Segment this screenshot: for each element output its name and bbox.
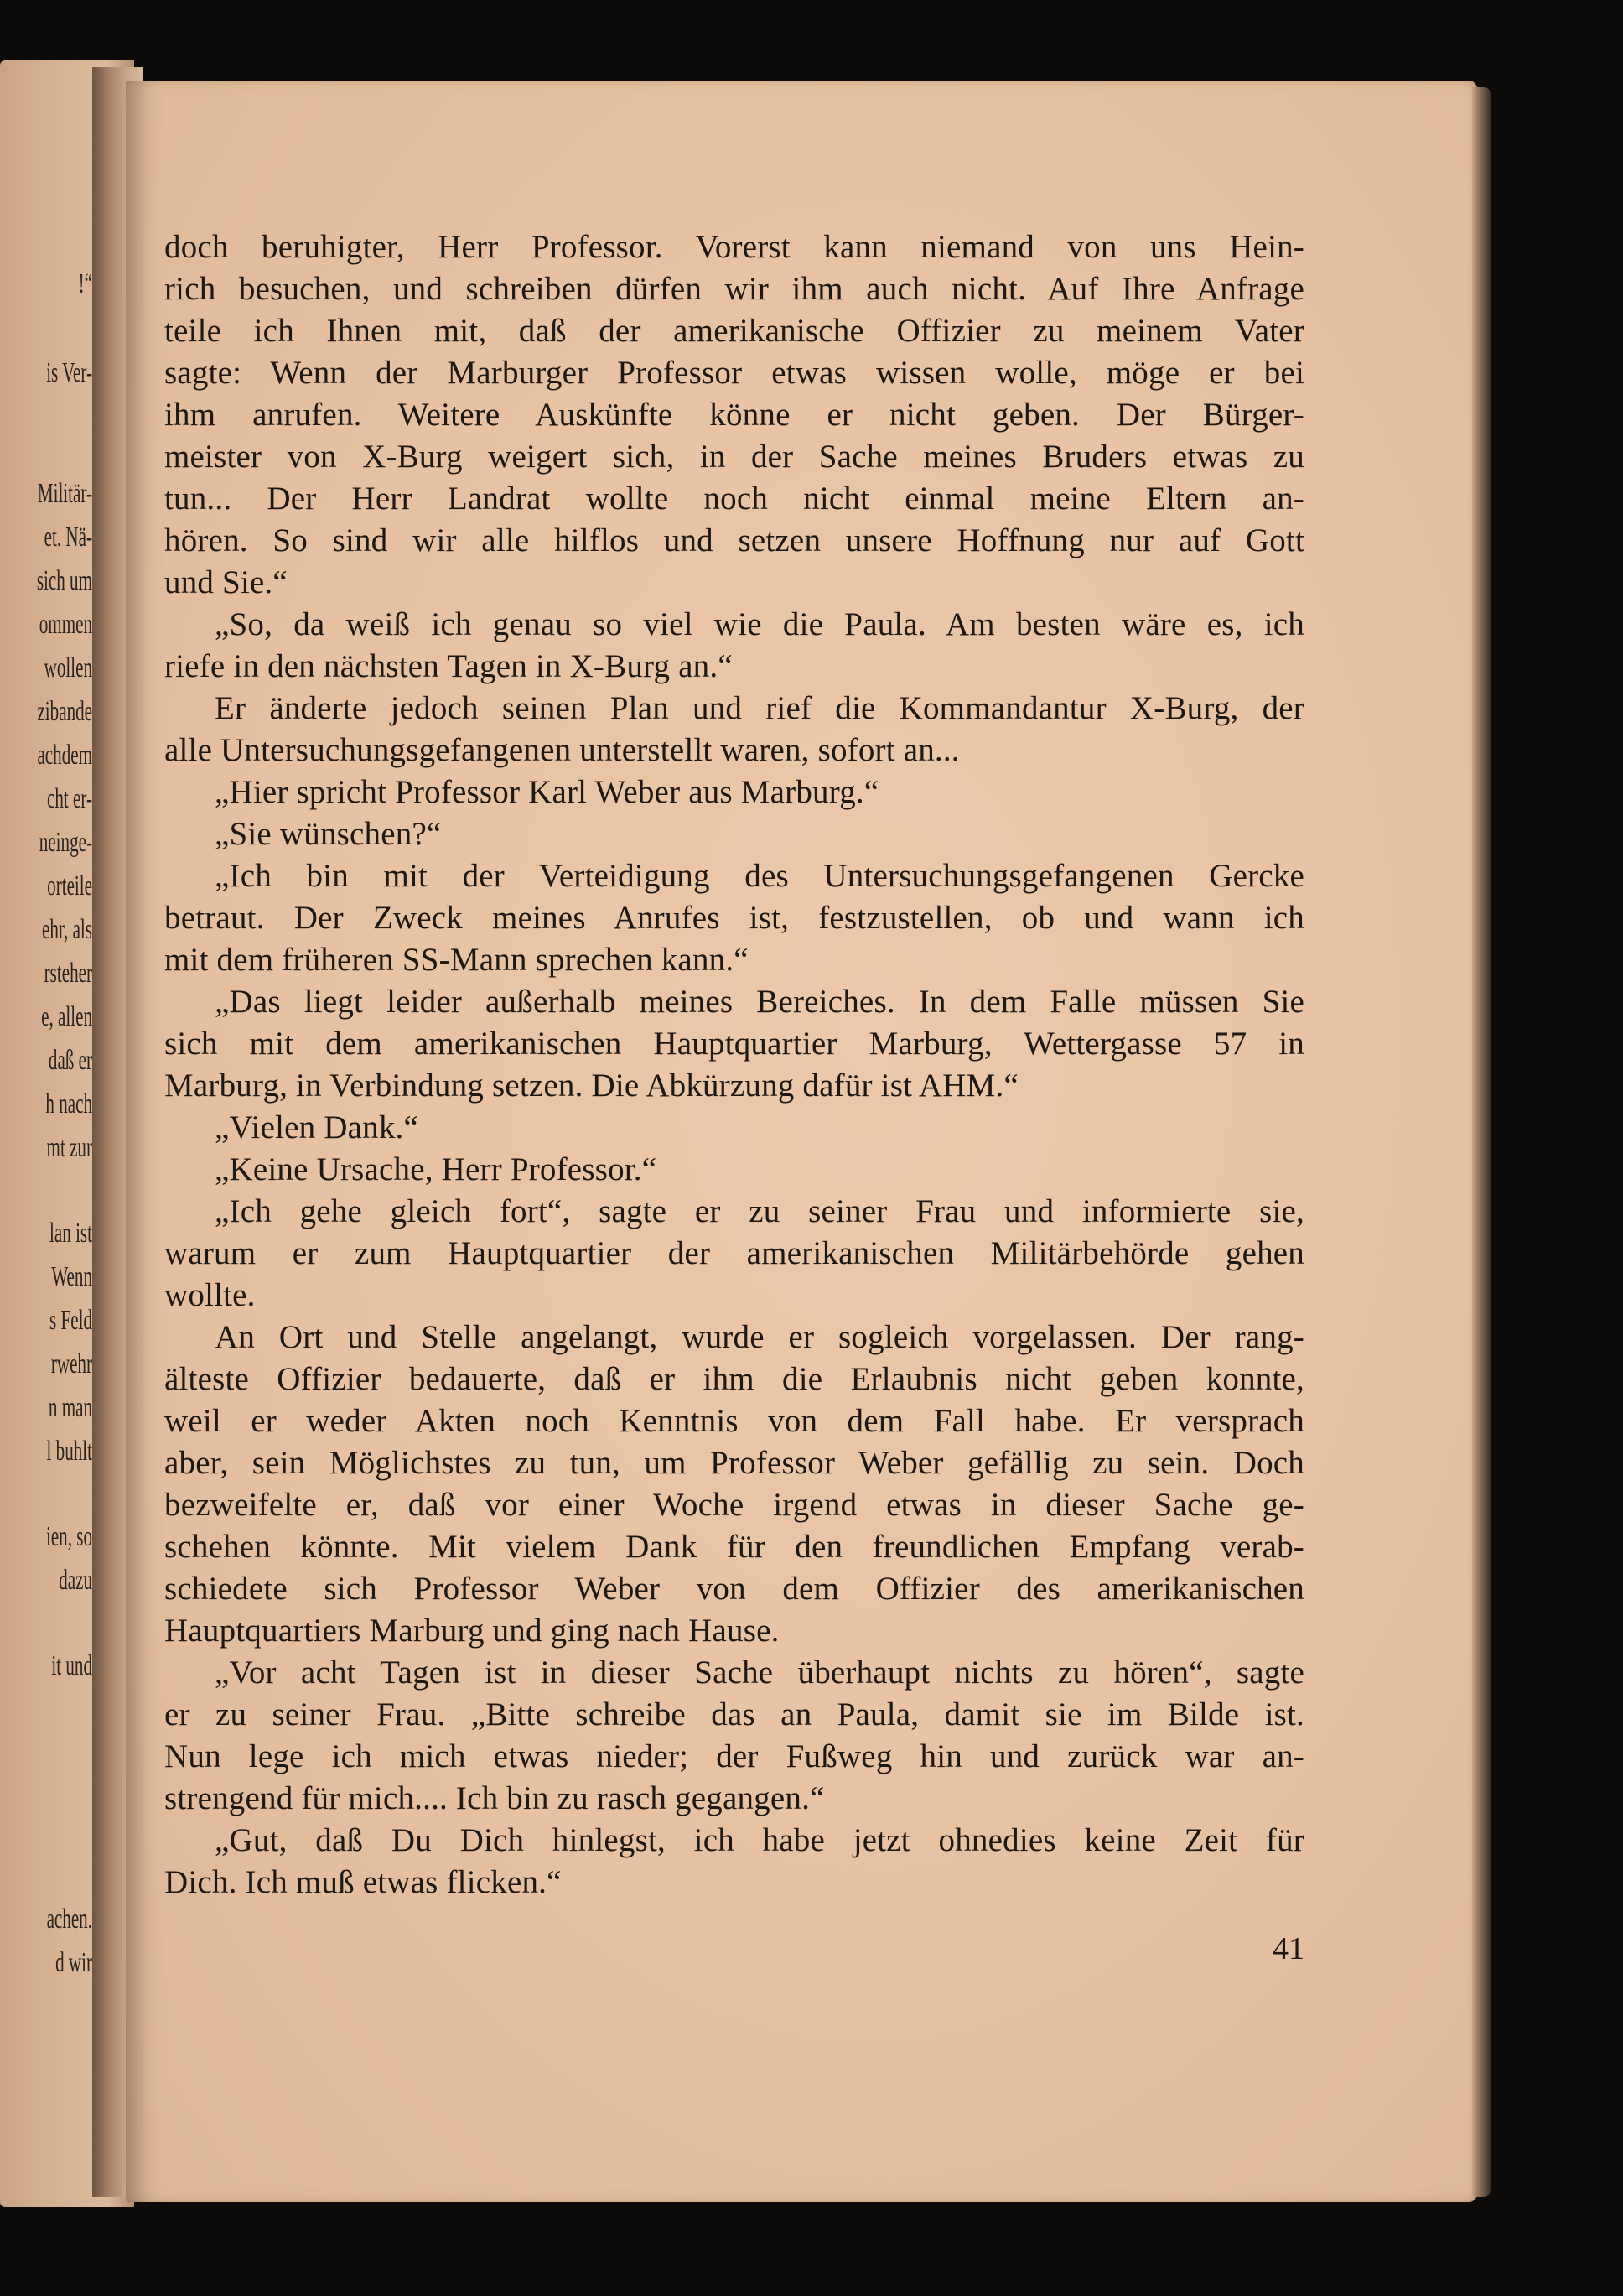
text-line: „Vielen Dank.“: [215, 1109, 419, 1145]
text-line: Dich. Ich muß etwas flicken.“: [164, 1864, 562, 1900]
text-line: älteste Offizier bedauerte, daß er ihm die Erlaubnis nicht geben konnte,: [164, 1361, 1304, 1397]
text-line: sagte: Wenn der Marburger Professor etwas wissen wolle, möge er bei: [164, 355, 1304, 391]
left-page-fragment: l buhlt: [46, 1436, 92, 1467]
left-page-fragment: d wir: [55, 1947, 92, 1978]
left-page-fragment: ommen: [39, 609, 92, 640]
left-page-fragment: daß er: [48, 1045, 92, 1076]
text-line: „Keine Ursache, Herr Professor.“: [215, 1151, 657, 1187]
text-line: „Ich bin mit der Verteidigung des Untersuchungsgefangenen Gercke: [215, 858, 1304, 894]
text-line: meister von X-Burg weigert sich, in der Sache meines Bruders etwas zu: [164, 439, 1304, 475]
text-line: hören. So sind wir alle hilflos und setzen unsere Hoffnung nur auf Gott: [164, 522, 1304, 558]
text-line: An Ort und Stelle angelangt, wurde er sogleich vorgelassen. Der rang-: [215, 1319, 1304, 1355]
text-line: „So, da weiß ich genau so viel wie die Paula. Am besten wäre es, ich: [215, 606, 1304, 642]
text-line: sich mit dem amerikanischen Hauptquartier Marburg, Wettergasse 57 in: [164, 1026, 1304, 1062]
left-page-fragment: s Feld: [49, 1305, 92, 1336]
left-page-fragment: et. Nä-: [44, 522, 92, 553]
left-page-fragment: achdem: [37, 740, 92, 771]
text-line: „Sie wünschen?“: [215, 816, 442, 852]
left-page-fragment: ehr, als: [41, 914, 92, 945]
text-line: „Das liegt leider außerhalb meines Bereiches. In dem Falle müssen Sie: [215, 984, 1304, 1020]
left-page-fragment: lan ist: [49, 1218, 92, 1249]
text-line: bezweifelte er, daß vor einer Woche irgend etwas in dieser Sache ge-: [164, 1487, 1304, 1523]
text-line: schehen könnte. Mit vielem Dank für den freundlichen Empfang verab-: [164, 1529, 1304, 1565]
text-line: aber, sein Möglichstes zu tun, um Professor Weber gefällig zu sein. Doch: [164, 1445, 1304, 1481]
left-page-fragment: orteile: [47, 870, 92, 901]
left-page-fragment: Wenn: [51, 1261, 92, 1292]
text-line: „Ich gehe gleich fort“, sagte er zu seiner Frau und informierte sie,: [215, 1193, 1304, 1229]
text-line: mit dem früheren SS-Mann sprechen kann.“: [164, 942, 749, 978]
text-line: rich besuchen, und schreiben dürfen wir ihm auch nicht. Auf Ihre Anfrage: [164, 271, 1304, 307]
left-page-fragment: n man: [48, 1392, 92, 1423]
left-page-fragment: dazu: [59, 1565, 92, 1596]
left-page-fragment: Militär-: [37, 478, 93, 509]
text-line: wollte.: [164, 1277, 256, 1313]
text-line: strengend für mich.... Ich bin zu rasch gegangen.“: [164, 1780, 825, 1816]
text-line: Hauptquartiers Marburg und ging nach Hause.: [164, 1613, 780, 1649]
text-line: betraut. Der Zweck meines Anrufes ist, festzustellen, ob und wann ich: [164, 900, 1304, 936]
text-line: „Vor acht Tagen ist in dieser Sache überhaupt nichts zu hören“, sagte: [215, 1654, 1304, 1691]
page-number: 41: [1273, 1931, 1304, 1966]
text-line: Er änderte jedoch seinen Plan und rief die Kommandantur X-Burg, der: [215, 690, 1304, 726]
text-line: Nun lege ich mich etwas nieder; der Fußweg hin und zurück war an-: [164, 1738, 1304, 1774]
text-line: alle Untersuchungsgefangenen unterstellt waren, sofort an...: [164, 732, 960, 768]
left-page-fragment: neinge-: [39, 827, 92, 858]
left-page-fragment: h nach: [45, 1088, 92, 1119]
text-line: ihm anrufen. Weitere Auskünfte könne er nicht geben. Der Bürger-: [164, 397, 1304, 433]
left-page-fragment: wollen: [44, 652, 92, 683]
text-line: Marburg, in Verbindung setzen. Die Abkürzung dafür ist AHM.“: [164, 1067, 1019, 1104]
left-page-fragment: rwehr: [50, 1348, 92, 1379]
left-page-fragment: sich um: [36, 565, 92, 596]
text-line: „Hier spricht Professor Karl Weber aus Marburg.“: [215, 774, 879, 810]
text-line: weil er weder Akten noch Kenntnis von dem Fall habe. Er versprach: [164, 1403, 1304, 1439]
text-line: er zu seiner Frau. „Bitte schreibe das an Paula, damit sie im Bilde ist.: [164, 1696, 1304, 1732]
left-page-fragment: e, allen: [41, 1001, 92, 1032]
left-page-fragment: !“: [78, 268, 92, 299]
text-line: tun... Der Herr Landrat wollte noch nicht einmal meine Eltern an-: [164, 480, 1304, 517]
left-page-fragment: rsteher: [44, 958, 92, 989]
left-page-fragment: it und: [51, 1650, 92, 1681]
text-line: teile ich Ihnen mit, daß der amerikanische Offizier zu meinem Vater: [164, 313, 1304, 349]
left-page-fragment: cht er-: [47, 783, 92, 814]
text-line: warum er zum Hauptquartier der amerikanischen Militärbehörde gehen: [164, 1235, 1304, 1271]
left-page-fragment: achen.: [46, 1904, 92, 1935]
text-line: schiedete sich Professor Weber von dem Offizier des amerikanischen: [164, 1571, 1304, 1607]
page-edge: [1472, 87, 1491, 2197]
left-page-fragment: mt zur: [46, 1132, 92, 1163]
page-body-text: [164, 226, 1304, 1904]
text-line: und Sie.“: [164, 564, 288, 600]
left-page-fragment: ien, so: [45, 1521, 92, 1552]
text-line: „Gut, daß Du Dich hinlegst, ich habe jetzt ohnedies keine Zeit für: [215, 1822, 1304, 1858]
left-page-fragment: zibande: [37, 696, 92, 727]
left-page-fragment: is Ver-: [46, 357, 92, 388]
text-line: doch beruhigter, Herr Professor. Vorerst kann niemand von uns Hein-: [164, 229, 1304, 265]
text-line: riefe in den nächsten Tagen in X-Burg an.“: [164, 648, 733, 684]
